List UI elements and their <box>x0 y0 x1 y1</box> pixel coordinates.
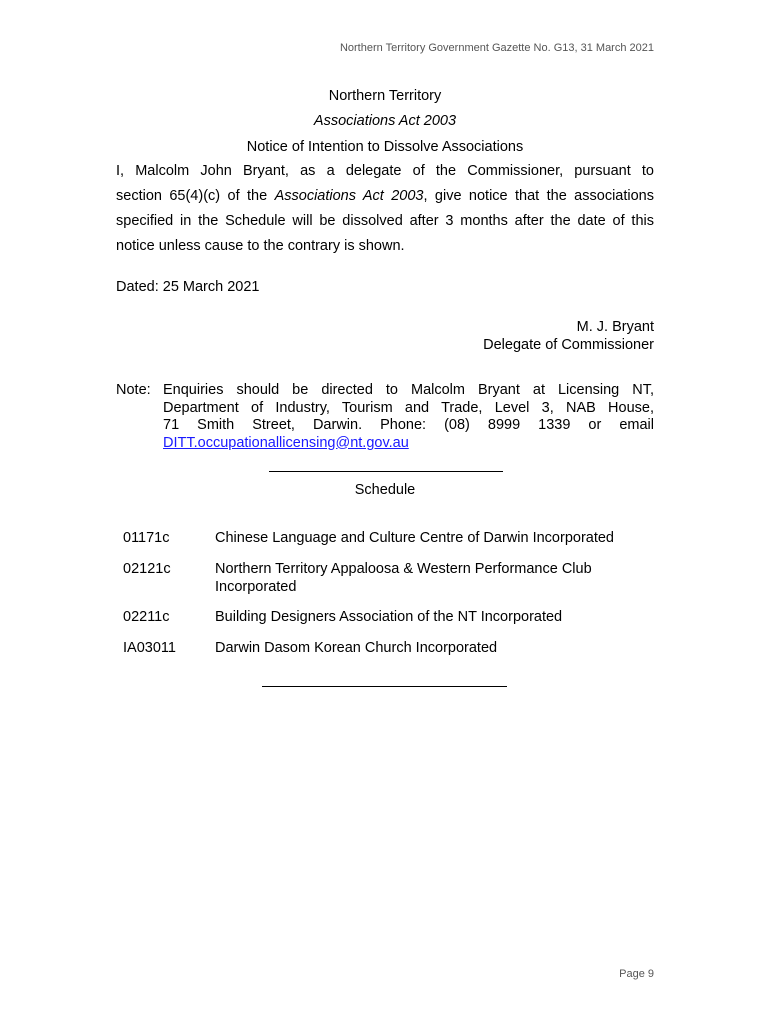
note-line-1: Enquiries should be directed to Malcolm Bryant at Licensing NT, <box>163 382 654 398</box>
body-line-3: specified in the Schedule will be dissolved after 3 months after the date of this <box>116 213 654 229</box>
signatory-title: Delegate of Commissioner <box>483 337 654 353</box>
association-name <box>215 609 654 627</box>
divider-bottom <box>262 686 507 687</box>
note-label: Note: <box>116 382 151 398</box>
note-line-3: 71 Smith Street, Darwin. Phone: (08) 8999 1339 or email <box>163 417 654 433</box>
dated-line: Dated: 25 March 2021 <box>116 279 260 295</box>
note-line-2: Department of Industry, Tourism and Trade, Level 3, NAB House, <box>163 399 654 416</box>
signatory-name: M. J. Bryant <box>576 319 654 335</box>
association-name-line-1: Darwin Dasom Korean Church Incorporated <box>215 640 498 656</box>
body-line-2 <box>116 184 654 209</box>
association-name <box>215 640 654 658</box>
body-line-1: I, Malcolm John Bryant, as a delegate of the Commissioner, pursuant to <box>116 163 654 179</box>
notice-heading: Notice of Intention to Dissolve Associations <box>246 139 524 155</box>
note-line-4 <box>163 435 654 453</box>
body-line-2-post: , give notice that the associations <box>423 188 654 204</box>
association-code: 01171c <box>123 530 170 546</box>
association-code: 02211c <box>123 609 170 625</box>
notice-jurisdiction: Northern Territory <box>328 88 442 104</box>
email-link[interactable]: DITT.occupationallicensing@nt.gov.au <box>163 434 409 451</box>
association-name-line-1: Building Designers Association of the NT Incorporated <box>215 609 563 625</box>
association-code: IA03011 <box>123 640 176 656</box>
schedule-heading: Schedule <box>354 482 416 498</box>
association-code: 02121c <box>123 561 171 577</box>
notice-body <box>116 159 654 259</box>
body-line-2-pre: section 65(4)(c) of the <box>116 188 275 204</box>
divider-top <box>269 471 503 472</box>
body-line-4: notice unless cause to the contrary is shown. <box>116 238 405 254</box>
page-header: Northern Territory Government Gazette No. G13, 31 March 2021 <box>339 42 654 54</box>
association-name-line-2: Incorporated <box>215 578 297 595</box>
association-name <box>215 530 654 548</box>
association-name-line-1: Northern Territory Appaloosa & Western Performance Club <box>215 561 592 577</box>
body-line-2-act: Associations Act 2003 <box>274 188 424 204</box>
association-name <box>215 561 654 596</box>
notice-act-title: Associations Act 2003 <box>313 113 457 129</box>
page-number: Page 9 <box>619 968 654 980</box>
note-body <box>163 382 654 452</box>
association-name-line-1: Chinese Language and Culture Centre of Darwin Incorporated <box>215 530 614 546</box>
